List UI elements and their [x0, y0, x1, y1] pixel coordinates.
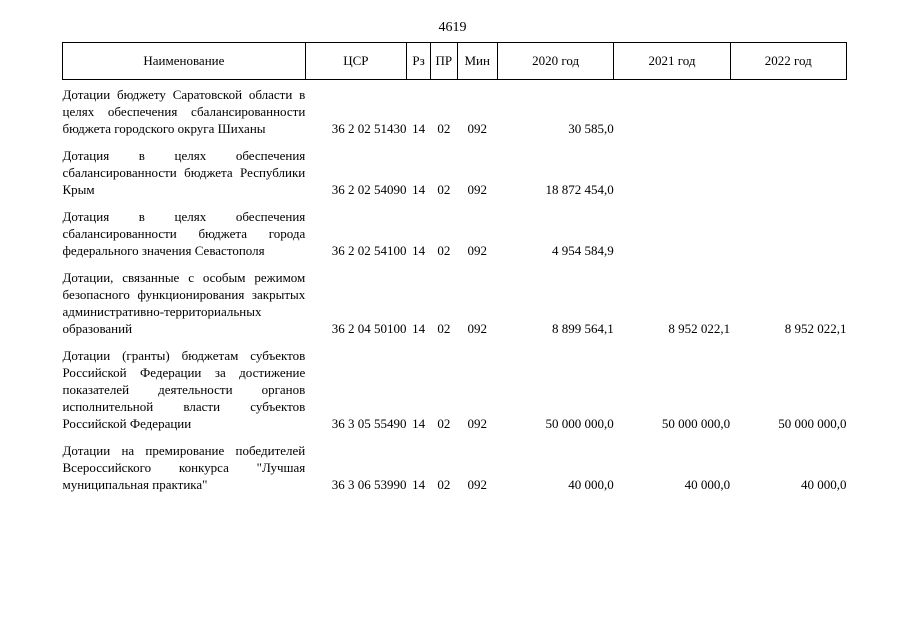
row-2022: 40 000,0 — [801, 477, 847, 492]
row-2021: 8 952 022,1 — [668, 321, 731, 336]
header-2020: 2020 год — [497, 43, 613, 80]
row-2022: 8 952 022,1 — [784, 321, 847, 336]
row-rz: 14 — [412, 416, 426, 431]
header-csr: ЦСР — [305, 43, 406, 80]
row-name: Дотации (гранты) бюджетам субъектов Российской Федерации за достижение показателей деятельности органов исполнительной власти субъектов Российской Федерации — [62, 348, 306, 431]
row-csr: 36 3 06 53990 — [331, 477, 407, 492]
row-pr: 02 — [437, 121, 451, 136]
row-min: 092 — [467, 121, 487, 136]
row-2021: 50 000 000,0 — [661, 416, 731, 431]
table-row — [63, 80, 847, 138]
row-csr: 36 2 02 54100 — [331, 243, 407, 258]
row-csr: 36 2 02 54090 — [331, 182, 407, 197]
row-2020: 18 872 454,0 — [545, 182, 614, 197]
table-row — [63, 432, 847, 493]
table-row — [63, 137, 847, 198]
row-csr: 36 2 02 51430 — [331, 121, 407, 136]
row-rz: 14 — [412, 243, 426, 258]
row-min: 092 — [467, 243, 487, 258]
row-min: 092 — [467, 477, 487, 492]
row-2020: 40 000,0 — [568, 477, 614, 492]
header-name: Наименование — [63, 43, 306, 80]
header-2021: 2021 год — [614, 43, 730, 80]
row-min: 092 — [467, 321, 487, 336]
row-pr: 02 — [437, 243, 451, 258]
row-rz: 14 — [412, 477, 426, 492]
header-min: Мин — [457, 43, 497, 80]
page-number: 4619 — [438, 20, 467, 35]
row-name: Дотации на премирование победителей Всероссийского конкурса "Лучшая муниципальная практика" — [62, 443, 306, 492]
row-name: Дотации, связанные с особым режимом безопасного функционирования закрытых административно-территориальных образований — [62, 270, 306, 336]
row-pr: 02 — [437, 416, 451, 431]
row-2021 — [614, 80, 730, 138]
row-2020: 8 899 564,1 — [552, 321, 614, 336]
row-name: Дотация в целях обеспечения сбалансированности бюджета города федерального значения Севастополя — [62, 209, 306, 258]
row-pr: 02 — [437, 321, 451, 336]
header-2022: 2022 год — [730, 43, 846, 80]
row-rz: 14 — [412, 182, 426, 197]
table-header — [63, 43, 847, 80]
budget-table — [62, 42, 847, 493]
row-csr: 36 3 05 55490 — [331, 416, 407, 431]
row-pr: 02 — [437, 477, 451, 492]
row-2022 — [730, 80, 846, 138]
row-2022 — [730, 137, 846, 198]
row-csr: 36 2 04 50100 — [331, 321, 407, 336]
table-row — [63, 198, 847, 259]
header-rz: Рз — [406, 43, 430, 80]
row-2021 — [614, 198, 730, 259]
row-2021: 40 000,0 — [684, 477, 731, 492]
row-2020: 4 954 584,9 — [552, 243, 614, 258]
row-rz: 14 — [412, 121, 426, 136]
table-row — [63, 259, 847, 337]
header-pr: ПР — [431, 43, 457, 80]
row-2020: 50 000 000,0 — [545, 416, 614, 431]
row-2022 — [730, 198, 846, 259]
row-min: 092 — [467, 182, 487, 197]
table-row — [63, 337, 847, 432]
row-name: Дотация в целях обеспечения сбалансированности бюджета Республики Крым — [62, 148, 306, 197]
row-2022: 50 000 000,0 — [778, 416, 847, 431]
row-rz: 14 — [412, 321, 426, 336]
row-min: 092 — [467, 416, 487, 431]
row-pr: 02 — [437, 182, 451, 197]
row-name: Дотации бюджету Саратовской области в целях обеспечения сбалансированности бюджета городского округа Шиханы — [62, 87, 306, 136]
row-2021 — [614, 137, 730, 198]
row-2020: 30 585,0 — [568, 121, 614, 136]
